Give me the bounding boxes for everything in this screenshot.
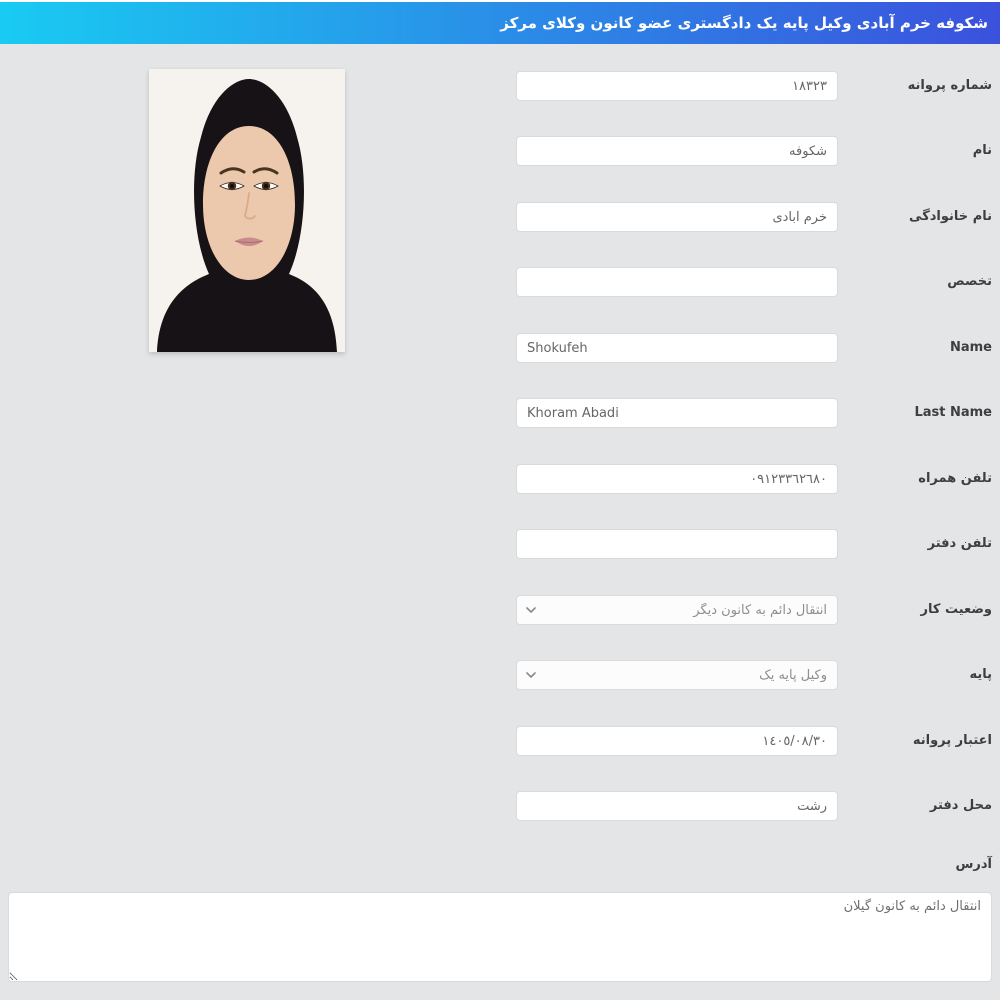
form-row-mobile-phone xyxy=(0,464,1000,494)
office-location-input[interactable] xyxy=(516,791,838,821)
form-row-office-location xyxy=(0,791,1000,821)
form-row-work-status xyxy=(0,595,1000,625)
form-row-license-validity xyxy=(0,726,1000,756)
license-validity-input[interactable] xyxy=(516,726,838,756)
last-name-en-input[interactable] xyxy=(516,398,838,428)
work-status-select-wrap xyxy=(516,595,838,625)
page-title: شکوفه خرم آبادی وکیل پایه یک دادگستری عضو کانون وکلای مرکز xyxy=(500,14,988,32)
page-header xyxy=(0,2,1000,44)
last-name-input[interactable] xyxy=(516,202,838,232)
license-number-label: شماره پروانه xyxy=(907,78,992,93)
work-status-select[interactable] xyxy=(517,596,837,624)
license-number-input[interactable] xyxy=(516,71,838,101)
form-row-last-name-en xyxy=(0,398,1000,428)
grade-select-wrap xyxy=(516,660,838,690)
name-en-input[interactable] xyxy=(516,333,838,363)
office-phone-input[interactable] xyxy=(516,529,838,559)
mobile-phone-label: تلفن همراه xyxy=(918,471,992,486)
first-name-input[interactable] xyxy=(516,136,838,166)
form-row-first-name xyxy=(0,136,1000,166)
work-status-label: وضعیت کار xyxy=(920,602,992,617)
office-phone-label: تلفن دفتر xyxy=(927,536,992,551)
form-row-license-number xyxy=(0,71,1000,101)
address-textarea[interactable] xyxy=(8,892,992,982)
office-location-label: محل دفتر xyxy=(929,798,992,813)
form-row-specialty xyxy=(0,267,1000,297)
form-row-grade xyxy=(0,660,1000,690)
mobile-phone-input[interactable] xyxy=(516,464,838,494)
grade-select[interactable] xyxy=(517,661,837,689)
specialty-label: تخصص xyxy=(947,274,992,289)
first-name-label: نام xyxy=(972,143,992,158)
form-row-last-name xyxy=(0,202,1000,232)
license-validity-label: اعتبار پروانه xyxy=(912,733,992,748)
name-en-label: Name xyxy=(949,340,992,355)
form-row-name-en xyxy=(0,333,1000,363)
specialty-input[interactable] xyxy=(516,267,838,297)
last-name-label: نام خانوادگی xyxy=(909,209,992,224)
last-name-en-label: Last Name xyxy=(914,405,992,420)
grade-label: پایه xyxy=(969,667,992,682)
address-label: آدرس xyxy=(955,857,992,872)
form-row-office-phone xyxy=(0,529,1000,559)
